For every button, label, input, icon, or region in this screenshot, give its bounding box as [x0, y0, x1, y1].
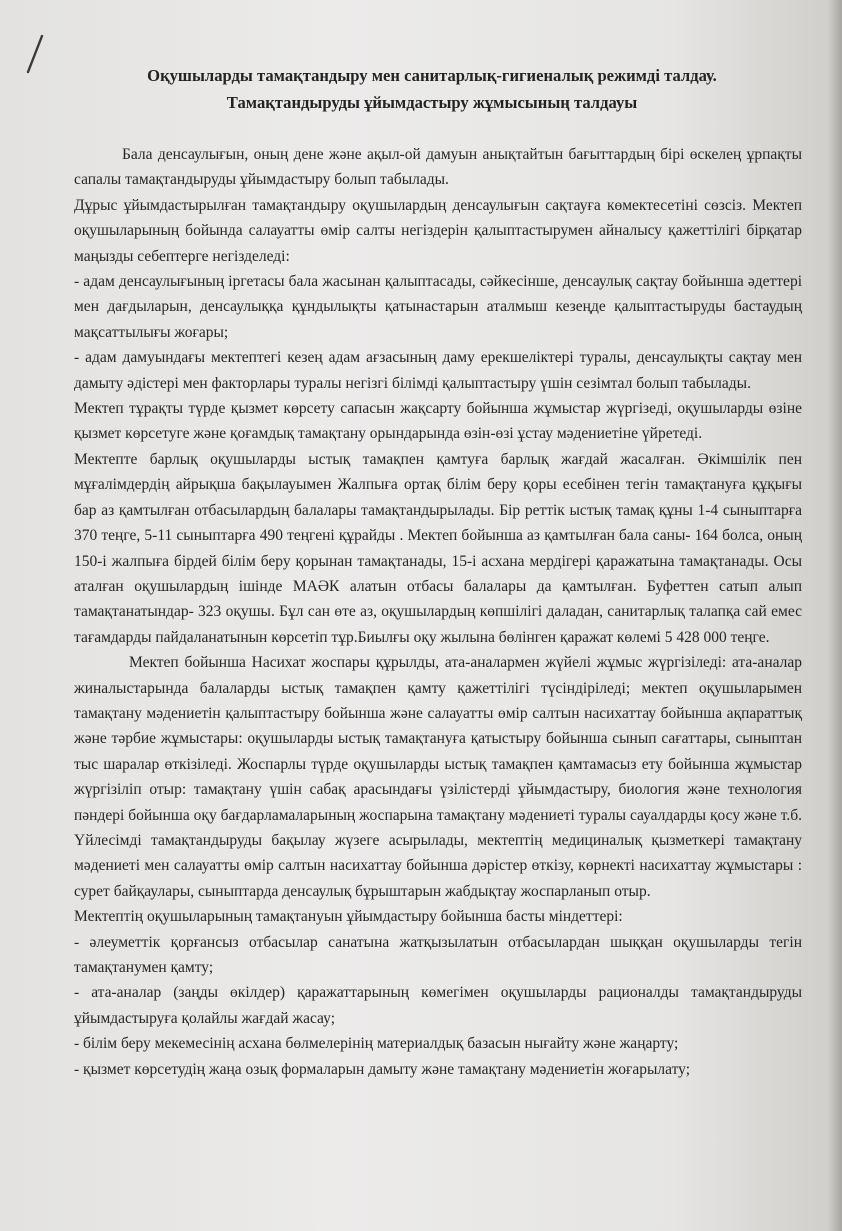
title-line-1: Оқушыларды тамақтандыру мен санитарлық-гигиеналық режимді талдау.	[147, 66, 717, 85]
task-item-1: - әлеуметтік қорғансыз отбасылар санатына жатқызылатын отбасылардан шыққан оқушыларды тегін тамақтанумен қамту;	[74, 933, 802, 976]
paragraph-6: Мектептің оқушыларының тамақтануын ұйымдастыру бойынша басты міндеттері:	[74, 908, 623, 926]
paragraph-4: Мектепте барлық оқушыларды ыстық тамақпен қамтуға барлық жағдай жасалған. Әкімшілік пен мұғалімдердің айрықша бақылауымен Жалпыға ортақ білім беру қоры есебінен тегін тамақтануға құқығы бар аз қамтылған отбасылардың балалары тамақтандырылады. Бір реттік ыстық тамақ құны 1-4 сыныптарға 370 теңге, 5-11 сыныптарға 490 теңгені құрайды . Мектеп бойынша аз қамтылған бала саны- 164 болса, оның 150-і жалпыға бірдей білім беру қорынан тамақтанады, 15-і асхана мердігері қаражатына тамақтанады. Осы аталған оқушылардың ішінде МАӘК алатын отбасы балалары да қамтылған. Буфеттен сатып алып тамақтанатындар- 323 оқушы. Бұл сан өте аз, оқушылардың көпшілігі даладан, санитарлық талапқа сай емес тағамдарды пайдаланатынын көрсетіп тұр.Биылғы оқу жылына бөлінген қаражат көлемі 5 428 000 теңге.	[74, 450, 802, 646]
paragraph-2: Дұрыс ұйымдастырылған тамақтандыру оқушылардың денсаулығын сақтауға көмектесетіні сөзсіз. Мектеп оқушыларының бойында салауатты өмір салты негіздерін қалыптастырумен айналысу қажеттілігі бірқатар маңызды себептерге негізделеді:	[74, 196, 802, 265]
pen-stroke-mark	[14, 32, 54, 76]
list-item-2: - адам дамуындағы мектептегі кезең адам ағзасының даму ерекшеліктері туралы, денсаулықты сақтау мен дамыту әдістері мен факторлары туралы негізгі білімді қалыптастыру үшін сезімтал болып табылады.	[74, 349, 802, 392]
document-title	[72, 62, 792, 116]
document-body	[74, 142, 802, 1082]
list-item-1: - адам денсаулығының іргетасы бала жасынан қалыптасады, сәйкесінше, денсаулық сақтау бойынша әдеттері мен дағдыларын, денсаулыққа құндылықты қатынастарын аталмыш кезеңде қалыптастыруды бастаудың мақсаттылығы жоғары;	[74, 273, 802, 341]
paragraph-3: Мектеп тұрақты түрде қызмет көрсету сапасын жақсарту бойынша жұмыстар жүргізеді, оқушыларды өзіне қызмет көрсетуге және қоғамдық тамақтану орындарында өзін-өзі ұстау мәдениетіне үйретеді.	[74, 400, 802, 443]
task-item-3: - білім беру мекемесінің асхана бөлмелерінің материалдық базасын нығайту және жаңарту;	[74, 1035, 679, 1053]
task-item-2: - ата-аналар (заңды өкілдер) қаражаттарының көмегімен оқушыларды рационалды тамақтандыруды ұйымдастыруға қолайлы жағдай жасау;	[74, 984, 802, 1027]
paragraph-1: Бала денсаулығын, оның дене және ақыл-ой дамуын анықтайтын бағыттардың бірі өскелең ұрпақты сапалы тамақтандыруды ұйымдастыру болып табылады.	[74, 146, 802, 189]
task-item-4: - қызмет көрсетудің жаңа озық формаларын дамыту және тамақтану мәдениетін жоғарылату;	[74, 1060, 691, 1078]
paragraph-5: Мектеп бойынша Насихат жоспары құрылды, ата-аналармен жүйелі жұмыс жүргізіледі: ата-аналар жиналыстарында балаларды ыстық тамақпен қамту қажеттілігі түсіндіріледі; мектеп оқушыларымен тамақтану мәдениетін қалыптастыру бойынша және салауатты өмір салтын насихаттау бойынша ақпараттық және тәрбие жұмыстары: оқушыларды ыстық тамақтануға қатыстыру бойынша сынып сағаттары, сыныптан тыс шаралар өткізіледі. Жоспарлы түрде оқушыларды ыстық тамақпен қамтамасыз ету бойынша жұмыстар жүргізіліп отыр: тамақтану үшін сабақ арасындағы үзілістерді ұйымдастыру, биология және технология пәндері бойынша оқу бағдарламаларының жоспарына тамақтану мәдениеті туралы сауалдарды қосу және т.б. Үйлесімді тамақтандыруды бақылау жүзеге асырылады, мектептің медициналық қызметкері тамақтану мәдениеті мен салауатты өмір салтын насихаттау бойынша дәрістер өткізу, көрнекті насихаттау жұмыстары : сурет байқаулары, сыныптарда денсаулық бұрыштарын жабдықтау жоспарланып отыр.	[74, 654, 802, 900]
page-edge-shadow	[828, 0, 842, 1231]
title-line-2: Тамақтандыруды ұйымдастыру жұмысының талдауы	[226, 93, 638, 112]
